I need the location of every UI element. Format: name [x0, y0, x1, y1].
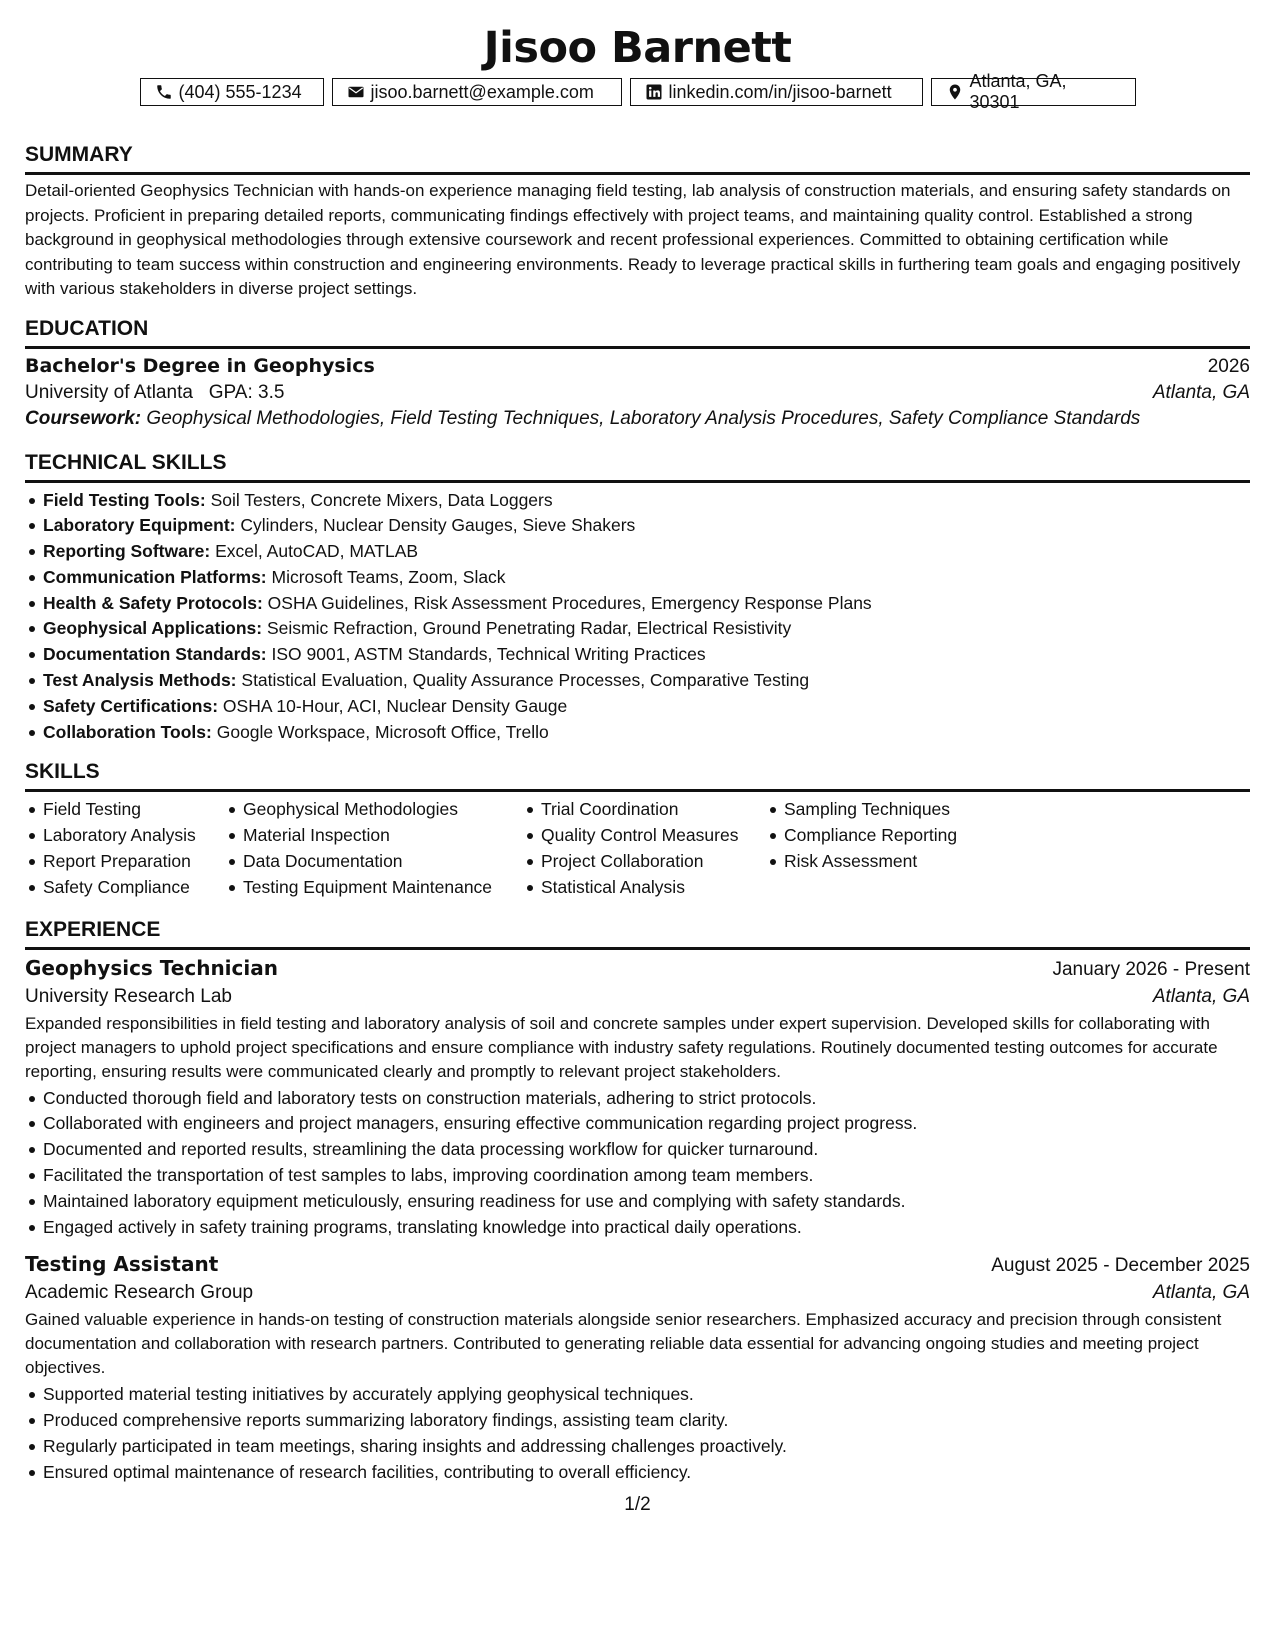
resume-page [25, 22, 1250, 1486]
coursework [25, 408, 1250, 430]
list-item: Documented and reported results, streamlining the data processing workflow for quicker turnaround. [25, 1137, 1250, 1163]
skill-value: Seismic Refraction, Ground Penetrating Radar, Electrical Resistivity [267, 618, 792, 639]
phone-icon [155, 83, 173, 101]
skill-label: Reporting Software: [43, 541, 211, 562]
list-item: Sampling Techniques [766, 797, 1026, 823]
summary-section [25, 142, 1250, 302]
experience-heading: EXPERIENCE [25, 917, 1250, 950]
education-heading: EDUCATION [25, 316, 1250, 349]
map-pin-icon [946, 83, 964, 101]
job-title: Testing Assistant [25, 1252, 219, 1277]
job-org-row [25, 1282, 1250, 1304]
job-organization: University Research Lab [25, 985, 232, 1007]
job-organization: Academic Research Group [25, 1282, 254, 1304]
list-item [25, 616, 1250, 642]
list-item [25, 539, 1250, 565]
summary-heading: SUMMARY [25, 142, 1250, 175]
job-header-row [25, 1252, 1250, 1277]
list-item [25, 642, 1250, 668]
skill-value: Cylinders, Nuclear Density Gauges, Sieve Shakers [240, 515, 636, 536]
skill-label: Health & Safety Protocols: [43, 592, 263, 613]
list-item [25, 694, 1250, 720]
list-item: Data Documentation [225, 849, 523, 875]
education-row [25, 355, 1250, 378]
list-item: Maintained laboratory equipment meticulously, ensuring readiness for use and complying with safety standards. [25, 1189, 1250, 1215]
skills-grid [25, 797, 1250, 900]
location-contact [931, 71, 1136, 112]
list-item: Collaborated with engineers and project managers, ensuring effective communication regarding project progress. [25, 1111, 1250, 1137]
graduation-year: 2026 [1207, 355, 1250, 377]
job-location: Atlanta, GA [1152, 985, 1250, 1007]
list-item: Facilitated the transportation of test samples to labs, improving coordination among team members. [25, 1163, 1250, 1189]
skills-column [766, 797, 1026, 900]
linkedin-text: linkedin.com/in/jisoo-barnett [668, 81, 892, 102]
list-item: Conducted thorough field and laboratory tests on construction materials, adhering to strict protocols. [25, 1086, 1250, 1112]
degree-name: Bachelor's Degree in Geophysics [25, 354, 375, 377]
email-text: jisoo.barnett@example.com [370, 81, 594, 102]
list-item: Risk Assessment [766, 849, 1026, 875]
skills-column [523, 797, 766, 900]
list-item: Compliance Reporting [766, 823, 1026, 849]
summary-text: Detail-oriented Geophysics Technician with hands-on experience managing field testing, lab analysis of construction materials, and ensuring safety standards on projects. Proficient in preparing detailed reports, communicating findings effectively with project teams, and maintaining quality control. Established a strong background in geophysical methodologies through extensive coursework and recent professional experiences. Committed to obtaining certification while contributing to team success within construction and engineering environments. Ready to leverage practical skills in furthering team goals and engaging positively with various stakeholders in diverse project settings. [25, 181, 1241, 298]
list-item [25, 565, 1250, 591]
institution-info [25, 382, 284, 404]
list-item: Geophysical Methodologies [225, 797, 523, 823]
candidate-name: Jisoo Barnett [483, 23, 792, 73]
skills-section [25, 759, 1250, 900]
phone-text: (404) 555-1234 [178, 81, 302, 102]
list-item [25, 513, 1250, 539]
job-bullets [25, 1086, 1250, 1241]
coursework-list: Geophysical Methodologies, Field Testing Techniques, Laboratory Analysis Procedures, Safety Compliance Standards [146, 407, 1141, 429]
job-description: Expanded responsibilities in field testing and laboratory analysis of soil and concrete samples under expert supervision. Developed skills for collaborating with project managers to uphold project specifications and ensure compliance with industry safety regulations. Routinely documented testing outcomes for accurate reporting, ensuring results were communicated clearly and promptly to relevant project stakeholders. [25, 1013, 1218, 1081]
skills-column [25, 797, 225, 900]
list-item: Ensured optimal maintenance of research facilities, contributing to overall efficiency. [25, 1460, 1250, 1486]
list-item [25, 488, 1250, 514]
contact-bar [25, 71, 1250, 112]
job-bullets [25, 1382, 1250, 1485]
list-item: Supported material testing initiatives by accurately applying geophysical techniques. [25, 1382, 1250, 1408]
list-item: Engaged actively in safety training programs, translating knowledge into practical daily operations. [25, 1215, 1250, 1241]
experience-section [25, 917, 1250, 1486]
job-title: Geophysics Technician [25, 955, 278, 980]
job-dates: January 2026 - Present [1052, 958, 1250, 980]
skill-value: OSHA 10-Hour, ACI, Nuclear Density Gauge [222, 695, 568, 716]
job-entry [25, 956, 1250, 1241]
list-item [25, 591, 1250, 617]
education-location: Atlanta, GA [1152, 381, 1250, 403]
job-entry [25, 1252, 1250, 1485]
list-item: Material Inspection [225, 823, 523, 849]
gpa: GPA: 3.5 [208, 381, 285, 403]
email-contact[interactable] [332, 78, 622, 106]
list-item [25, 668, 1250, 694]
skill-value: OSHA Guidelines, Risk Assessment Procedures, Emergency Response Plans [267, 592, 872, 613]
phone-contact[interactable] [140, 78, 324, 106]
skill-label: Communication Platforms: [43, 566, 267, 587]
job-header-row [25, 956, 1250, 981]
list-item: Trial Coordination [523, 797, 766, 823]
skill-value: ISO 9001, ASTM Standards, Technical Writing Practices [271, 644, 706, 665]
skill-label: Test Analysis Methods: [43, 670, 237, 691]
skill-label: Safety Certifications: [43, 695, 219, 716]
skill-label: Laboratory Equipment: [43, 515, 236, 536]
technical-skills-heading: TECHNICAL SKILLS [25, 450, 1250, 483]
list-item: Statistical Analysis [523, 875, 766, 901]
job-location: Atlanta, GA [1152, 1282, 1250, 1304]
institution-name: University of Atlanta [25, 381, 193, 403]
skills-column [225, 797, 523, 900]
skill-value: Google Workspace, Microsoft Office, Trello [216, 721, 549, 742]
skill-label: Geophysical Applications: [43, 618, 263, 639]
location-text: Atlanta, GA, 30301 [969, 71, 1067, 112]
list-item: Quality Control Measures [523, 823, 766, 849]
page-number: 1/2 [624, 1494, 651, 1515]
linkedin-icon [645, 83, 663, 101]
job-dates: August 2025 - December 2025 [991, 1255, 1250, 1277]
skills-heading: SKILLS [25, 759, 1250, 792]
skill-value: Soil Testers, Concrete Mixers, Data Loggers [210, 489, 553, 510]
education-section [25, 316, 1250, 430]
list-item: Project Collaboration [523, 849, 766, 875]
list-item: Laboratory Analysis [25, 823, 225, 849]
skill-value: Microsoft Teams, Zoom, Slack [271, 566, 506, 587]
institution-row [25, 382, 1250, 404]
coursework-label: Coursework: [25, 407, 142, 429]
skill-label: Field Testing Tools: [43, 489, 206, 510]
skill-label: Collaboration Tools: [43, 721, 212, 742]
list-item [25, 720, 1250, 746]
technical-skills-list [25, 488, 1250, 746]
job-description: Gained valuable experience in hands-on testing of construction materials alongside senior researchers. Emphasized accuracy and precision through consistent documentation and collaboration with research partners. Contributed to generating reliable data essential for advancing ongoing studies and meeting project objectives. [25, 1310, 1222, 1378]
list-item: Produced comprehensive reports summarizing laboratory findings, assisting team clarity. [25, 1408, 1250, 1434]
technical-skills-section [25, 450, 1250, 746]
list-item: Regularly participated in team meetings, sharing insights and addressing challenges proactively. [25, 1434, 1250, 1460]
skill-value: Excel, AutoCAD, MATLAB [215, 541, 419, 562]
list-item: Field Testing [25, 797, 225, 823]
linkedin-contact[interactable] [630, 78, 923, 106]
envelope-icon [347, 83, 365, 101]
list-item: Testing Equipment Maintenance [225, 875, 523, 901]
list-item: Report Preparation [25, 849, 225, 875]
skill-value: Statistical Evaluation, Quality Assurance Processes, Comparative Testing [241, 670, 810, 691]
job-org-row [25, 986, 1250, 1008]
skill-label: Documentation Standards: [43, 644, 267, 665]
list-item: Safety Compliance [25, 875, 225, 901]
